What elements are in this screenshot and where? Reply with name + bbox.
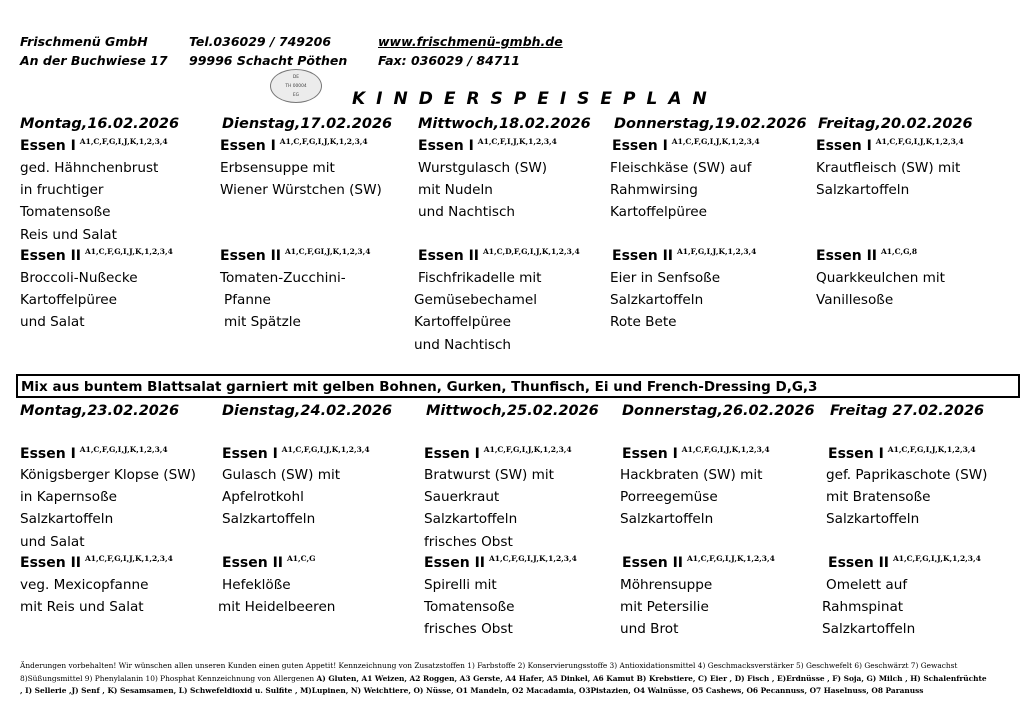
meal-1-heading — [424, 445, 572, 462]
meal-1-label: Essen I — [424, 446, 480, 462]
meal-2-allergen-codes: A1,C,D,F,G,I,J,K,1,2,3,4 — [482, 247, 580, 256]
day-date: Mittwoch,25.02.2026 — [426, 403, 599, 419]
meal-2-allergen-codes: A1,C,F,G,I,J,K,1,2,3,4 — [686, 554, 775, 563]
meal-2-dish-line: Rahmspinat — [822, 599, 904, 616]
meal-2-allergen-codes: A1,C,F,G,I,J,K,1,2,3,4 — [84, 554, 173, 563]
meal-1-dish-line: frisches Obst — [424, 533, 513, 550]
day-date: Dienstag,24.02.2026 — [222, 403, 393, 419]
meal-1-dish-line: Erbsensuppe mit — [220, 160, 335, 176]
meal-2-label: Essen II — [612, 248, 673, 264]
meal-2-dish-line: mit Petersilie — [620, 599, 709, 616]
meal-2-dish-line: Tomatensoße — [424, 599, 515, 616]
meal-1-label: Essen I — [222, 446, 278, 462]
meal-1-dish-line: Porreegemüse — [620, 489, 718, 506]
meal-2-dish-line: veg. Mexicopfanne — [20, 577, 149, 593]
meal-1-label: Essen I — [622, 446, 678, 462]
health-mark-seal — [270, 69, 322, 103]
company-city: 99996 Schacht Pöthen — [189, 53, 348, 68]
meal-2-dish-line: Rote Bete — [610, 314, 677, 331]
meal-1-label: Essen I — [418, 138, 474, 154]
meal-1-label: Essen I — [828, 446, 884, 462]
salad-mix-box — [16, 374, 1020, 398]
seal-line-1: DE — [292, 75, 300, 80]
salad-mix-text: Mix aus buntem Blattsalat garniert mit gelben Bohnen, Gurken, Thunfisch, Ei und French-Dressing D,G,3 — [21, 379, 818, 395]
meal-2-heading — [220, 247, 370, 264]
meal-2-heading — [20, 554, 173, 571]
meal-1-dish-line: Königsberger Klopse (SW) — [20, 467, 196, 483]
meal-2-label: Essen II — [424, 555, 485, 571]
meal-2-dish-line: Fischfrikadelle mit — [418, 270, 542, 286]
meal-1-dish-line: Salzkartoffeln — [620, 511, 714, 528]
day-date: Montag,16.02.2026 — [20, 116, 180, 132]
meal-1-dish-line: Salzkartoffeln — [816, 182, 910, 199]
meal-2-heading — [622, 554, 775, 571]
meal-1-heading — [20, 137, 168, 154]
meal-2-allergen-codes: A1,C,G — [286, 554, 316, 563]
meal-2-dish-line: mit Reis und Salat — [20, 599, 144, 616]
meal-2-dish-line: mit Heidelbeeren — [218, 599, 336, 616]
company-fax: Fax: 036029 / 84711 — [378, 53, 520, 68]
meal-1-label: Essen I — [20, 446, 76, 462]
meal-2-label: Essen II — [828, 555, 889, 571]
meal-2-dish-line: Salzkartoffeln — [610, 292, 704, 309]
meal-1-dish-line: Wiener Würstchen (SW) — [220, 182, 382, 199]
meal-1-dish-line: Apfelrotkohl — [222, 489, 304, 506]
company-phone: Tel.036029 / 749206 — [189, 34, 332, 49]
day-date: Montag,23.02.2026 — [20, 403, 180, 419]
day-date: Mittwoch,18.02.2026 — [418, 116, 591, 132]
footer-line-2 — [20, 674, 987, 683]
meal-1-heading — [612, 137, 760, 154]
meal-2-dish-line: und Salat — [20, 314, 85, 331]
meal-2-heading — [20, 247, 173, 264]
meal-1-dish-line: Tomatensoße — [20, 204, 111, 221]
seal-line-3: EG — [292, 93, 300, 98]
meal-1-heading — [816, 137, 964, 154]
meal-1-dish-line: ged. Hähnchenbrust — [20, 160, 159, 176]
meal-2-allergen-codes: A1,C,F,G,I,J,K,1,2,3,4 — [488, 554, 577, 563]
meal-1-dish-line: Krautfleisch (SW) mit — [816, 160, 961, 176]
meal-2-label: Essen II — [220, 248, 281, 264]
footer-line-2-plain: 8)Süßungsmittel 9) Phenylalanin 10) Phosphat Kennzeichnung von Allergenen — [20, 674, 317, 683]
meal-2-dish-line: Spirelli mit — [424, 577, 497, 593]
meal-1-dish-line: Kartoffelpüree — [610, 204, 708, 221]
company-street: An der Buchwiese 17 — [20, 53, 168, 68]
meal-1-dish-line: Hackbraten (SW) mit — [620, 467, 763, 483]
day-date: Donnerstag,19.02.2026 — [614, 116, 807, 132]
meal-2-dish-line: und Brot — [620, 621, 679, 638]
meal-1-dish-line: Rahmwirsing — [610, 182, 698, 199]
meal-1-dish-line: Wurstgulasch (SW) — [418, 160, 548, 176]
day-date: Dienstag,17.02.2026 — [222, 116, 393, 132]
meal-2-allergen-codes: A1,F,G,I,J,K,1,2,3,4 — [676, 247, 757, 256]
meal-1-label: Essen I — [220, 138, 276, 154]
seal-line-2: TH 00004 — [285, 84, 307, 89]
meal-2-dish-line: Vanillesoße — [816, 292, 894, 309]
meal-1-heading — [622, 445, 770, 462]
meal-1-dish-line: Salzkartoffeln — [826, 511, 920, 528]
meal-2-allergen-codes: A1,C,F,GI,J,K,1,2,3,4 — [284, 247, 371, 256]
meal-2-label: Essen II — [418, 248, 479, 264]
meal-1-dish-line: mit Bratensoße — [826, 489, 931, 506]
meal-2-allergen-codes: A1,C,F,G,I,J,K,1,2,3,4 — [84, 247, 173, 256]
meal-2-heading — [828, 554, 981, 571]
meal-2-allergen-codes: A1,C,G,8 — [880, 247, 918, 256]
meal-1-allergen-codes: A1,C,F,G,I,J,K,1,2,3,4 — [281, 445, 370, 454]
meal-1-allergen-codes: A1,C,F,G,I,J,K,1,2,3,4 — [887, 445, 976, 454]
meal-1-allergen-codes: A1,C,F,G,I,J,K,1,2,3,4 — [79, 445, 168, 454]
meal-2-dish-line: mit Spätzle — [224, 314, 301, 331]
meal-1-allergen-codes: A1,C,F,G,I,J,K,1,2,3,4 — [671, 137, 760, 146]
meal-1-label: Essen I — [20, 138, 76, 154]
meal-1-dish-line: mit Nudeln — [418, 182, 493, 199]
meal-1-allergen-codes: A1,C,F,G,I,J,K,1,2,3,4 — [279, 137, 368, 146]
meal-1-dish-line: Reis und Salat — [20, 226, 117, 243]
meal-2-dish-line: Quarkkeulchen mit — [816, 270, 945, 286]
meal-1-dish-line: Salzkartoffeln — [20, 511, 114, 528]
meal-2-dish-line: und Nachtisch — [414, 336, 512, 353]
page-title: KINDERSPEISEPLAN — [352, 89, 718, 109]
day-date: Freitag 27.02.2026 — [830, 403, 985, 419]
meal-1-dish-line: Fleischkäse (SW) auf — [610, 160, 752, 176]
meal-2-label: Essen II — [816, 248, 877, 264]
meal-2-dish-line: Kartoffelpüree — [20, 292, 118, 309]
meal-2-dish-line: Möhrensuppe — [620, 577, 713, 593]
meal-1-label: Essen I — [612, 138, 668, 154]
meal-1-heading — [828, 445, 976, 462]
meal-1-dish-line: Salzkartoffeln — [222, 511, 316, 528]
meal-1-heading — [220, 137, 368, 154]
footer-line-3: , I) Sellerie ,J) Senf , K) Sesamsamen, L) Schwefeldioxid u. Sulfite , M)Lupinen, N) Weichtiere, O) Nüsse, O1 Mandeln, O2 Macadamia, O3Pistazien, O4 Walnüsse, O5 Cashews, O6 Pecannuss, O7 Haselnuss, O8 Paranuss — [20, 686, 924, 695]
meal-2-dish-line: Pfanne — [224, 292, 271, 309]
meal-2-dish-line: Eier in Senfsoße — [610, 270, 721, 286]
meal-2-dish-line: Kartoffelpüree — [414, 314, 512, 331]
footer-line-1: Änderungen vorbehalten! Wir wünschen allen unseren Kunden einen guten Appetit! Kennzeichnung von Zusatzstoffen 1) Farbstoffe 2) Konservierungsstoffe 3) Antioxidationsmittel 4) Geschmacksverstärker 5) Geschwefelt 6) Geschwärzt 7) Gewachst — [20, 661, 958, 670]
meal-1-dish-line: und Salat — [20, 533, 85, 550]
company-website-link[interactable]: www.frischmenü-gmbh.de — [378, 34, 563, 49]
meal-1-dish-line: Bratwurst (SW) mit — [424, 467, 554, 483]
day-date: Freitag,20.02.2026 — [818, 116, 973, 132]
meal-2-dish-line: frisches Obst — [424, 621, 513, 638]
meal-2-dish-line: Tomaten-Zucchini- — [220, 270, 346, 286]
meal-2-heading — [816, 247, 917, 264]
meal-2-dish-line: Omelett auf — [826, 577, 908, 593]
meal-1-allergen-codes: A1,C,F,I,J,K,1,2,3,4 — [477, 137, 557, 146]
meal-1-allergen-codes: A1,C,F,G,I,J,K,1,2,3,4 — [681, 445, 770, 454]
meal-1-dish-line: Salzkartoffeln — [424, 511, 518, 528]
meal-2-label: Essen II — [622, 555, 683, 571]
day-date: Donnerstag,26.02.2026 — [622, 403, 815, 419]
meal-1-heading — [222, 445, 370, 462]
meal-1-dish-line: in fruchtiger — [20, 182, 104, 199]
meal-1-allergen-codes: A1,C,F,G,I,J,K,1,2,3,4 — [875, 137, 964, 146]
company-name: Frischmenü GmbH — [20, 34, 148, 49]
footer-line-2-allergens: A) Gluten, A1 Weizen, A2 Roggen, A3 Gerste, A4 Hafer, A5 Dinkel, A6 Kamut B) Krebstiere, C) Eier , D) Fisch , E)Erdnüsse , F) Soja, G) Milch , H) Schalenfrüchte — [316, 674, 987, 683]
meal-2-dish-line: Broccoli-Nußecke — [20, 270, 138, 286]
meal-2-label: Essen II — [20, 248, 81, 264]
meal-1-label: Essen I — [816, 138, 872, 154]
meal-2-heading — [418, 247, 580, 264]
meal-2-label: Essen II — [20, 555, 81, 571]
meal-1-dish-line: Sauerkraut — [424, 489, 500, 506]
meal-2-dish-line: Salzkartoffeln — [822, 621, 916, 638]
meal-2-dish-line: Gemüsebechamel — [414, 292, 537, 309]
meal-2-label: Essen II — [222, 555, 283, 571]
meal-1-heading — [20, 445, 168, 462]
meal-1-dish-line: gef. Paprikaschote (SW) — [826, 467, 988, 483]
meal-2-heading — [612, 247, 756, 264]
meal-1-dish-line: und Nachtisch — [418, 204, 516, 221]
meal-1-heading — [418, 137, 557, 154]
meal-2-allergen-codes: A1,C,F,G,I,J,K,1,2,3,4 — [892, 554, 981, 563]
meal-1-dish-line: in Kapernsoße — [20, 489, 118, 506]
meal-1-allergen-codes: A1,C,F,G,I,J,K,1,2,3,4 — [79, 137, 168, 146]
meal-1-dish-line: Gulasch (SW) mit — [222, 467, 341, 483]
meal-2-heading — [222, 554, 316, 571]
meal-2-dish-line: Hefeklöße — [222, 577, 291, 593]
meal-2-heading — [424, 554, 577, 571]
meal-1-allergen-codes: A1,C,F,G,I,J,K,1,2,3,4 — [483, 445, 572, 454]
